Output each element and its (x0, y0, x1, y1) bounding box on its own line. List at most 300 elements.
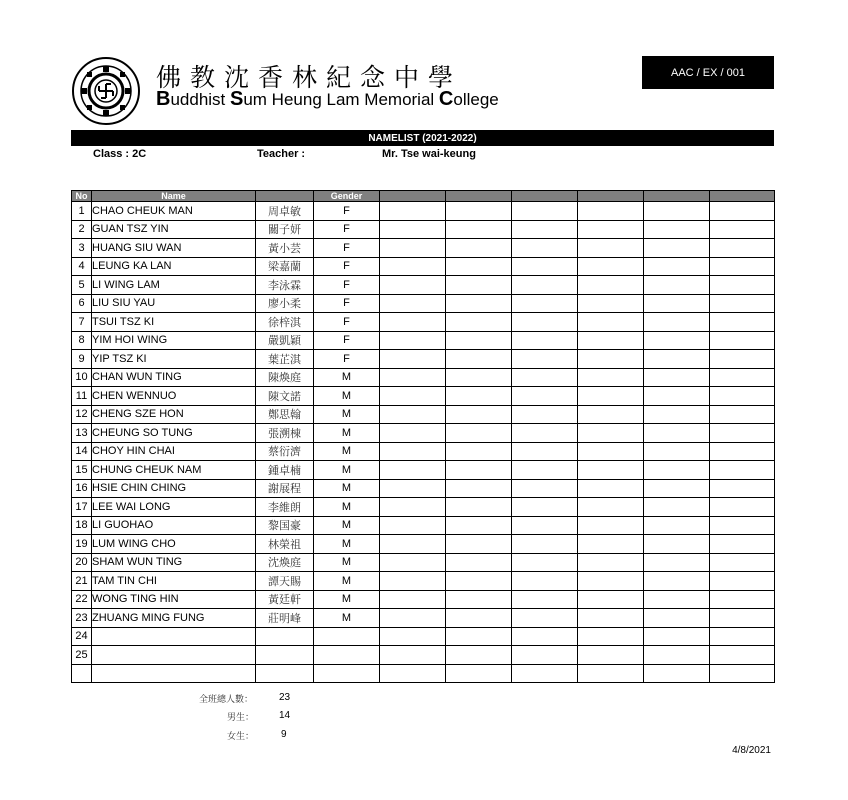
blank-cell (446, 442, 512, 461)
table-row (72, 553, 775, 572)
blank-cell (710, 368, 775, 387)
blank-cell (710, 627, 775, 646)
blank-cell (578, 387, 644, 406)
header-blank (380, 191, 446, 202)
blank-cell (380, 479, 446, 498)
student-name: CHAO CHEUK MAN (92, 202, 256, 221)
student-chinese-name: 謝展程 (256, 479, 314, 498)
student-name: CHOY HIN CHAI (92, 442, 256, 461)
blank-cell (380, 331, 446, 350)
student-number: 3 (72, 239, 92, 258)
header-name: Name (92, 191, 256, 202)
blank-cell (512, 387, 578, 406)
student-chinese-name: 黎国豪 (256, 516, 314, 535)
blank-cell (578, 479, 644, 498)
blank-cell (446, 220, 512, 239)
blank-cell (512, 461, 578, 480)
blank-cell (446, 202, 512, 221)
blank-cell (710, 664, 775, 683)
blank-cell (578, 461, 644, 480)
blank-cell (512, 553, 578, 572)
blank-cell (710, 331, 775, 350)
student-number: 17 (72, 498, 92, 517)
student-gender: M (314, 368, 380, 387)
student-gender: M (314, 387, 380, 406)
header-chinese-name (256, 191, 314, 202)
blank-cell (446, 331, 512, 350)
student-number: 8 (72, 331, 92, 350)
student-number: 24 (72, 627, 92, 646)
table-row (72, 479, 775, 498)
student-name: LI GUOHAO (92, 516, 256, 535)
blank-cell (710, 313, 775, 332)
student-name (92, 646, 256, 665)
student-chinese-name: 周卓敏 (256, 202, 314, 221)
blank-cell (446, 313, 512, 332)
blank-cell (512, 646, 578, 665)
blank-cell (710, 239, 775, 258)
student-chinese-name: 陳煥庭 (256, 368, 314, 387)
blank-cell (446, 461, 512, 480)
table-row (72, 239, 775, 258)
blank-cell (380, 609, 446, 628)
blank-cell (644, 424, 710, 443)
student-name: GUAN TSZ YIN (92, 220, 256, 239)
blank-cell (446, 498, 512, 517)
header-gender: Gender (314, 191, 380, 202)
student-number: 25 (72, 646, 92, 665)
table-row (72, 572, 775, 591)
blank-cell (644, 405, 710, 424)
student-gender: F (314, 313, 380, 332)
blank-cell (578, 313, 644, 332)
student-name: YIP TSZ KI (92, 350, 256, 369)
blank-cell (380, 535, 446, 554)
student-number: 16 (72, 479, 92, 498)
table-row (72, 646, 775, 665)
blank-cell (380, 590, 446, 609)
teacher-label: Teacher : (257, 148, 306, 160)
table-row (72, 627, 775, 646)
blank-cell (644, 257, 710, 276)
blank-cell (512, 405, 578, 424)
table-row (72, 202, 775, 221)
student-name: LEE WAI LONG (92, 498, 256, 517)
blank-cell (380, 350, 446, 369)
student-chinese-name: 徐梓淇 (256, 313, 314, 332)
blank-cell (512, 498, 578, 517)
header-blank (644, 191, 710, 202)
blank-cell (380, 405, 446, 424)
student-gender (314, 627, 380, 646)
blank-cell (446, 387, 512, 406)
blank-cell (710, 498, 775, 517)
student-name: CHENG SZE HON (92, 405, 256, 424)
blank-cell (512, 609, 578, 628)
table-row (72, 387, 775, 406)
blank-cell (578, 239, 644, 258)
student-gender: M (314, 498, 380, 517)
blank-cell (380, 368, 446, 387)
student-gender: F (314, 331, 380, 350)
student-chinese-name (256, 664, 314, 683)
blank-cell (710, 202, 775, 221)
blank-cell (710, 350, 775, 369)
blank-cell (578, 424, 644, 443)
student-chinese-name: 嚴凱穎 (256, 331, 314, 350)
blank-cell (644, 646, 710, 665)
student-gender: M (314, 479, 380, 498)
blank-cell (380, 276, 446, 295)
blank-cell (644, 202, 710, 221)
blank-cell (578, 257, 644, 276)
student-roster-table (71, 190, 775, 683)
student-number: 20 (72, 553, 92, 572)
blank-cell (446, 424, 512, 443)
student-chinese-name: 李維朗 (256, 498, 314, 517)
blank-cell (710, 553, 775, 572)
blank-cell (644, 220, 710, 239)
blank-cell (578, 553, 644, 572)
header-no: No (72, 191, 92, 202)
blank-cell (380, 202, 446, 221)
blank-cell (710, 220, 775, 239)
student-gender: F (314, 350, 380, 369)
table-row (72, 535, 775, 554)
blank-cell (578, 590, 644, 609)
blank-cell (578, 350, 644, 369)
table-header-row (72, 191, 775, 202)
student-chinese-name: 鍾卓楠 (256, 461, 314, 480)
blank-cell (578, 535, 644, 554)
student-chinese-name: 關子妍 (256, 220, 314, 239)
blank-cell (710, 257, 775, 276)
blank-cell (710, 405, 775, 424)
total-count-value: 23 (279, 692, 291, 703)
blank-cell (644, 442, 710, 461)
blank-cell (380, 294, 446, 313)
student-chinese-name: 黃廷軒 (256, 590, 314, 609)
blank-cell (578, 498, 644, 517)
student-gender (314, 646, 380, 665)
table-row (72, 442, 775, 461)
school-crest-logo (71, 56, 141, 126)
table-row (72, 516, 775, 535)
student-name: HSIE CHIN CHING (92, 479, 256, 498)
student-name: CHEUNG SO TUNG (92, 424, 256, 443)
student-gender: M (314, 516, 380, 535)
student-name: LI WING LAM (92, 276, 256, 295)
table-row (72, 461, 775, 480)
blank-cell (446, 572, 512, 591)
student-name: YIM HOI WING (92, 331, 256, 350)
student-name: CHAN WUN TING (92, 368, 256, 387)
blank-cell (710, 424, 775, 443)
student-number: 10 (72, 368, 92, 387)
student-gender: F (314, 257, 380, 276)
student-number: 15 (72, 461, 92, 480)
blank-cell (578, 516, 644, 535)
blank-cell (710, 442, 775, 461)
blank-cell (644, 627, 710, 646)
blank-cell (578, 664, 644, 683)
blank-cell (710, 535, 775, 554)
student-chinese-name: 李泳霖 (256, 276, 314, 295)
student-gender: M (314, 590, 380, 609)
student-number: 22 (72, 590, 92, 609)
blank-cell (578, 609, 644, 628)
student-gender: M (314, 405, 380, 424)
table-row (72, 294, 775, 313)
blank-cell (644, 294, 710, 313)
student-name: WONG TING HIN (92, 590, 256, 609)
blank-cell (578, 331, 644, 350)
table-row (72, 424, 775, 443)
table-row (72, 350, 775, 369)
blank-cell (578, 294, 644, 313)
blank-cell (710, 387, 775, 406)
table-row (72, 313, 775, 332)
header-blank (710, 191, 775, 202)
student-chinese-name: 葉芷淇 (256, 350, 314, 369)
blank-cell (380, 627, 446, 646)
blank-cell (644, 479, 710, 498)
blank-cell (644, 590, 710, 609)
student-chinese-name: 蔡衍濟 (256, 442, 314, 461)
blank-cell (512, 516, 578, 535)
namelist-title: NAMELIST (2021-2022) (71, 130, 774, 146)
blank-cell (644, 387, 710, 406)
student-chinese-name: 梁嘉蘭 (256, 257, 314, 276)
blank-cell (644, 516, 710, 535)
blank-cell (380, 313, 446, 332)
student-chinese-name: 林榮祖 (256, 535, 314, 554)
school-name-english: Buddhist Sum Heung Lam Memorial College (156, 88, 499, 110)
blank-cell (710, 572, 775, 591)
student-name: SHAM WUN TING (92, 553, 256, 572)
blank-cell (644, 239, 710, 258)
student-number: 23 (72, 609, 92, 628)
blank-cell (446, 479, 512, 498)
boys-count-label: 男生： (227, 713, 255, 723)
school-name-chinese: 佛教沈香林紀念中學 (156, 63, 463, 92)
student-name: CHUNG CHEUK NAM (92, 461, 256, 480)
boys-count-value: 14 (279, 710, 291, 721)
blank-cell (644, 535, 710, 554)
blank-cell (446, 646, 512, 665)
student-number: 4 (72, 257, 92, 276)
student-gender: M (314, 424, 380, 443)
table-row (72, 405, 775, 424)
table-row (72, 220, 775, 239)
blank-cell (578, 202, 644, 221)
blank-cell (578, 627, 644, 646)
blank-cell (644, 664, 710, 683)
student-number: 14 (72, 442, 92, 461)
student-name (92, 664, 256, 683)
student-number: 9 (72, 350, 92, 369)
student-gender: F (314, 220, 380, 239)
table-row (72, 368, 775, 387)
blank-cell (512, 313, 578, 332)
blank-cell (512, 627, 578, 646)
blank-cell (380, 664, 446, 683)
blank-cell (446, 368, 512, 387)
student-name: ZHUANG MING FUNG (92, 609, 256, 628)
blank-cell (512, 442, 578, 461)
blank-cell (710, 276, 775, 295)
blank-cell (512, 239, 578, 258)
blank-cell (380, 498, 446, 517)
blank-cell (446, 609, 512, 628)
blank-cell (710, 646, 775, 665)
blank-cell (512, 535, 578, 554)
student-number: 5 (72, 276, 92, 295)
student-number: 13 (72, 424, 92, 443)
student-gender: M (314, 553, 380, 572)
blank-cell (644, 461, 710, 480)
blank-cell (446, 627, 512, 646)
student-number: 7 (72, 313, 92, 332)
student-name: LUM WING CHO (92, 535, 256, 554)
blank-cell (512, 368, 578, 387)
student-gender: F (314, 202, 380, 221)
blank-cell (512, 331, 578, 350)
student-chinese-name: 張溯棟 (256, 424, 314, 443)
table-row (72, 331, 775, 350)
blank-cell (644, 572, 710, 591)
student-number (72, 664, 92, 683)
teacher-name: Mr. Tse wai-keung (382, 148, 476, 160)
blank-cell (512, 572, 578, 591)
print-date: 4/8/2021 (732, 745, 771, 756)
blank-cell (578, 405, 644, 424)
blank-cell (446, 350, 512, 369)
table-row (72, 498, 775, 517)
blank-cell (380, 239, 446, 258)
blank-cell (512, 479, 578, 498)
blank-cell (380, 516, 446, 535)
student-name: TAM TIN CHI (92, 572, 256, 591)
student-name (92, 627, 256, 646)
blank-cell (446, 590, 512, 609)
student-name: HUANG SIU WAN (92, 239, 256, 258)
blank-cell (710, 294, 775, 313)
student-gender: M (314, 461, 380, 480)
student-number: 6 (72, 294, 92, 313)
table-row (72, 664, 775, 683)
blank-cell (710, 590, 775, 609)
blank-cell (644, 368, 710, 387)
blank-cell (380, 553, 446, 572)
student-gender (314, 664, 380, 683)
blank-cell (512, 220, 578, 239)
blank-cell (578, 646, 644, 665)
blank-cell (644, 553, 710, 572)
student-gender: F (314, 276, 380, 295)
blank-cell (446, 516, 512, 535)
blank-cell (644, 350, 710, 369)
blank-cell (710, 516, 775, 535)
blank-cell (644, 276, 710, 295)
student-name: TSUI TSZ KI (92, 313, 256, 332)
student-gender: M (314, 535, 380, 554)
student-name: CHEN WENNUO (92, 387, 256, 406)
blank-cell (446, 405, 512, 424)
girls-count-value: 9 (281, 729, 287, 740)
document-code-badge: AAC / EX / 001 (642, 56, 774, 89)
student-number: 12 (72, 405, 92, 424)
class-label: Class : 2C (93, 148, 147, 160)
blank-cell (380, 257, 446, 276)
girls-count-label: 女生： (227, 732, 255, 742)
table-row (72, 257, 775, 276)
blank-cell (446, 664, 512, 683)
blank-cell (644, 313, 710, 332)
table-row (72, 276, 775, 295)
blank-cell (710, 609, 775, 628)
blank-cell (578, 276, 644, 295)
student-chinese-name: 廖小柔 (256, 294, 314, 313)
student-gender: M (314, 442, 380, 461)
blank-cell (446, 276, 512, 295)
blank-cell (380, 442, 446, 461)
blank-cell (446, 553, 512, 572)
blank-cell (380, 646, 446, 665)
blank-cell (710, 461, 775, 480)
student-chinese-name (256, 627, 314, 646)
student-chinese-name (256, 646, 314, 665)
blank-cell (512, 590, 578, 609)
blank-cell (512, 257, 578, 276)
blank-cell (512, 664, 578, 683)
student-number: 1 (72, 202, 92, 221)
student-number: 2 (72, 220, 92, 239)
blank-cell (512, 350, 578, 369)
blank-cell (446, 257, 512, 276)
total-count-label: 全班總人數： (199, 695, 254, 705)
student-chinese-name: 譚天賜 (256, 572, 314, 591)
student-gender: M (314, 609, 380, 628)
student-number: 18 (72, 516, 92, 535)
blank-cell (512, 202, 578, 221)
blank-cell (512, 424, 578, 443)
student-gender: M (314, 572, 380, 591)
student-name: LIU SIU YAU (92, 294, 256, 313)
blank-cell (644, 331, 710, 350)
blank-cell (578, 442, 644, 461)
student-chinese-name: 鄭思翰 (256, 405, 314, 424)
blank-cell (446, 239, 512, 258)
header-blank (446, 191, 512, 202)
blank-cell (380, 220, 446, 239)
blank-cell (512, 276, 578, 295)
student-chinese-name: 莊明峰 (256, 609, 314, 628)
header-blank (512, 191, 578, 202)
student-chinese-name: 沈煥庭 (256, 553, 314, 572)
header-blank (578, 191, 644, 202)
blank-cell (578, 572, 644, 591)
student-gender: F (314, 239, 380, 258)
table-row (72, 609, 775, 628)
blank-cell (578, 368, 644, 387)
blank-cell (578, 220, 644, 239)
blank-cell (644, 609, 710, 628)
blank-cell (644, 498, 710, 517)
blank-cell (380, 461, 446, 480)
student-number: 19 (72, 535, 92, 554)
student-number: 21 (72, 572, 92, 591)
